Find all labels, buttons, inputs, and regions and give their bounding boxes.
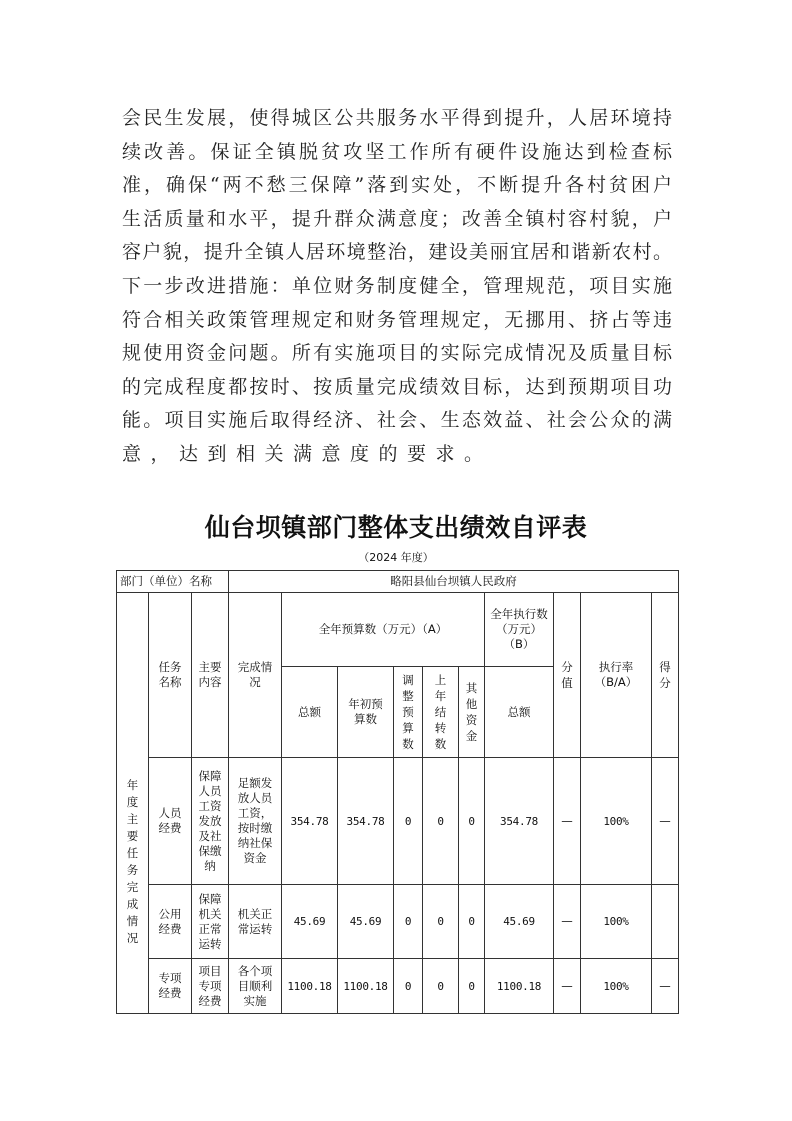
body-line: 续改善。保证全镇脱贫攻坚工作所有硬件设施达到检查标 <box>122 140 672 163</box>
budget-other: 0 <box>459 758 485 885</box>
header-score-value-text: 分值 <box>561 660 573 690</box>
score <box>652 885 679 959</box>
exec-rate: 100% <box>581 885 652 959</box>
header-budget-initial-text: 年初预算数 <box>348 697 383 726</box>
main-content-text: 保障人员工资发放及社保缴纳 <box>198 768 222 873</box>
task-name <box>149 959 192 1014</box>
body-paragraph <box>122 102 672 472</box>
completion <box>229 885 282 959</box>
header-budget-carryover <box>423 667 459 758</box>
header-exec-rate <box>581 593 652 758</box>
budget-initial: 354.78 <box>338 758 394 885</box>
body-line: 的完成程度都按时、按质量完成绩效目标，达到预期项目功 <box>122 375 672 398</box>
body-line: 生活质量和水平，提升群众满意度；改善全镇村容村貌，户 <box>122 207 672 230</box>
budget-other: 0 <box>459 885 485 959</box>
budget-initial: 1100.18 <box>338 959 394 1014</box>
header-exec-rate-text: 执行率（B/A） <box>594 660 638 689</box>
body-line: 符合相关政策管理规定和财务管理规定，无挪用、挤占等违 <box>122 308 672 331</box>
header-budget-group <box>282 593 485 667</box>
budget-total: 1100.18 <box>282 959 338 1014</box>
exec-rate: 100% <box>581 959 652 1014</box>
task-name-text: 人员经费 <box>158 806 182 835</box>
header-budget-total: 总额 <box>282 667 338 758</box>
table-row <box>117 758 679 885</box>
header-budget-other <box>459 667 485 758</box>
completion-text: 足额发放人员工资，按时缴纳社保资金 <box>237 776 273 865</box>
main-content <box>192 885 229 959</box>
header-row-1 <box>117 593 679 667</box>
exec-total: 354.78 <box>485 758 554 885</box>
table-title: 仙台坝镇部门整体支出绩效自评表 <box>204 513 588 542</box>
header-exec-group <box>485 593 554 667</box>
budget-adjusted: 0 <box>394 758 423 885</box>
header-budget-adjusted-text: 调整预算数 <box>402 673 414 751</box>
completion <box>229 758 282 885</box>
header-main-content <box>192 593 229 758</box>
header-score <box>652 593 679 758</box>
body-line: 下一步改进措施：单位财务制度健全，管理规范，项目实施 <box>122 274 672 297</box>
budget-adjusted: 0 <box>394 885 423 959</box>
section-label-cell <box>117 593 149 1014</box>
budget-carryover: 0 <box>423 885 459 959</box>
header-score-value <box>554 593 581 758</box>
header-task-name <box>149 593 192 758</box>
completion-text: 各个项目顺利实施 <box>237 963 273 1008</box>
completion-text: 机关正常运转 <box>237 906 273 936</box>
table-subtitle: （2024 年度） <box>358 551 434 564</box>
score: — <box>652 959 679 1014</box>
header-budget-other-text: 其他资金 <box>465 681 478 743</box>
performance-table <box>116 570 679 1014</box>
budget-carryover: 0 <box>423 959 459 1014</box>
completion <box>229 959 282 1014</box>
header-task-name-text: 任务名称 <box>158 660 182 689</box>
table-row <box>117 959 679 1014</box>
header-budget-group-text: 全年预算数（万元）（A） <box>318 622 448 636</box>
header-completion <box>229 593 282 758</box>
budget-total: 45.69 <box>282 885 338 959</box>
table-row <box>117 885 679 959</box>
body-line: 准，确保“两不愁三保障”落到实处，不断提升各村贫困户 <box>122 174 672 197</box>
main-content <box>192 758 229 885</box>
task-name-text: 公用经费 <box>158 906 182 936</box>
budget-total: 354.78 <box>282 758 338 885</box>
header-budget-carryover-text: 上年结转数 <box>434 673 447 751</box>
budget-adjusted: 0 <box>394 959 423 1014</box>
score: — <box>652 758 679 885</box>
header-budget-adjusted <box>394 667 423 758</box>
body-line: 规使用资金问题。所有实施项目的实际完成情况及质量目标 <box>122 342 672 365</box>
budget-other: 0 <box>459 959 485 1014</box>
header-score-text: 得分 <box>659 660 671 690</box>
task-name <box>149 885 192 959</box>
header-completion-text: 完成情况 <box>237 660 273 689</box>
exec-total: 45.69 <box>485 885 554 959</box>
body-line: 意，达到相关满意度的要求。 <box>122 442 493 465</box>
task-name-text: 专项经费 <box>158 971 182 1000</box>
score-value: — <box>554 758 581 885</box>
budget-initial: 45.69 <box>338 885 394 959</box>
header-budget-initial <box>338 667 394 758</box>
body-line: 能。项目实施后取得经济、社会、生态效益、社会公众的满 <box>122 409 672 432</box>
dept-row <box>117 571 679 593</box>
header-main-content-text: 主要内容 <box>198 660 222 689</box>
dept-value: 略阳县仙台坝镇人民政府 <box>229 571 679 593</box>
score-value: — <box>554 959 581 1014</box>
section-label: 年度主要任务完成情况 <box>126 778 139 945</box>
main-content-text: 项目专项经费 <box>198 963 222 1008</box>
body-line: 会民生发展，使得城区公共服务水平得到提升，人居环境持 <box>122 107 672 129</box>
main-content-text: 保障机关正常运转 <box>198 891 222 951</box>
exec-total: 1100.18 <box>485 959 554 1014</box>
exec-rate: 100% <box>581 758 652 885</box>
header-exec-total: 总额 <box>485 667 554 758</box>
header-exec-group-text: 全年执行数（万元）（B） <box>490 607 548 651</box>
task-name <box>149 758 192 885</box>
dept-label: 部门（单位）名称 <box>117 571 229 593</box>
main-content <box>192 959 229 1014</box>
budget-carryover: 0 <box>423 758 459 885</box>
body-line: 容户貌，提升全镇人居环境整治，建设美丽宜居和谐新农村。 <box>122 241 672 264</box>
score-value: — <box>554 885 581 959</box>
